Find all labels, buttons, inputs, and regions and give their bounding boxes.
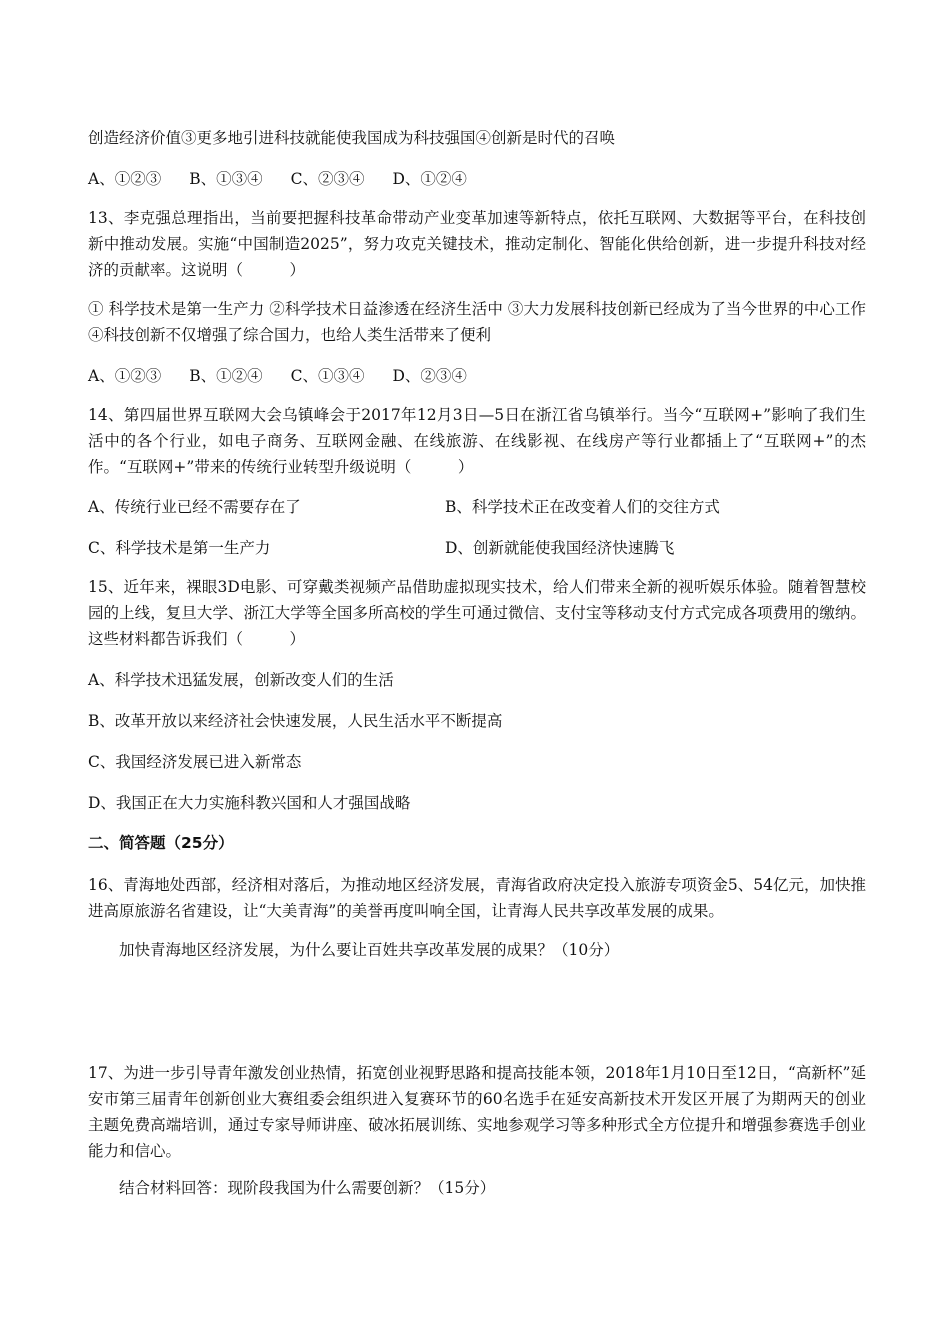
q12-option-b[interactable]: B、①③④ — [189, 170, 263, 188]
section-heading-short-answer: 二、简答题（25分） — [88, 834, 234, 852]
q13-option-c[interactable]: C、①③④ — [290, 367, 365, 385]
q14-option-b[interactable]: B、科学技术正在改变着人们的交往方式 — [445, 498, 720, 516]
q15-stem: 15、近年来，裸眼3D电影、可穿戴类视频产品借助虚拟现实技术，给人们带来全新的视听娱乐体验。随着智慧校园的上线，复旦大学、浙江大学等全国多所高校的学生可通过微信、支付宝等移动支付方式完成各项费用的缴纳。这些材料都告诉我们（ ） — [88, 578, 866, 648]
q16-question: 加快青海地区经济发展，为什么要让百姓共享改革发展的成果？（10分） — [119, 941, 620, 959]
q14-option-d[interactable]: D、创新就能使我国经济快速腾飞 — [445, 539, 675, 557]
q13-statements: ① 科学技术是第一生产力 ②科学技术日益渗透在经济生活中 ③大力发展科技创新已经成为了当今世界的中心工作 ④科技创新不仅增强了综合国力，也给人类生活带来了便利 — [88, 300, 866, 344]
q13-option-d[interactable]: D、②③④ — [392, 367, 467, 385]
q17-question: 结合材料回答：现阶段我国为什么需要创新？（15分） — [119, 1179, 496, 1197]
q14-stem: 14、第四届世界互联网大会乌镇峰会于2017年12月3日—5日在浙江省乌镇举行。当今“互联网+”影响了我们生活中的各个行业，如电子商务、互联网金融、在线旅游、在线影视、在线房产等行业都插上了“互联网+”的杰作。“互联网+”带来的传统行业转型升级说明（ ） — [88, 406, 866, 476]
q14-option-a[interactable]: A、传统行业已经不需要存在了 — [88, 498, 301, 516]
q14-option-c[interactable]: C、科学技术是第一生产力 — [88, 539, 271, 557]
q12-option-a[interactable]: A、①②③ — [88, 170, 162, 188]
q16-stem: 16、青海地处西部，经济相对落后，为推动地区经济发展，青海省政府决定投入旅游专项资金5、54亿元，加快推进高原旅游名省建设，让“大美青海”的美誉再度叫响全国，让青海人民共享改革发展的成果。 — [88, 876, 866, 920]
q17-stem: 17、为进一步引导青年激发创业热情，拓宽创业视野思路和提高技能本领，2018年1月10日至12日，“高新杯”延安市第三届青年创新创业大赛组委会组织进入复赛环节的60名选手在延安高新技术开发区开展了为期两天的创业主题免费高端培训，通过专家导师讲座、破冰拓展训练、实地参观学习等多种形式全方位提升和增强参赛选手创业能力和信心。 — [88, 1064, 866, 1160]
q12-stem-tail: 创造经济价值③更多地引进科技就能使我国成为科技强国④创新是时代的召唤 — [88, 129, 616, 147]
q12-option-c[interactable]: C、②③④ — [290, 170, 365, 188]
q15-option-b[interactable]: B、改革开放以来经济社会快速发展，人民生活水平不断提高 — [88, 712, 503, 730]
q12-option-d[interactable]: D、①②④ — [392, 170, 467, 188]
q13-option-a[interactable]: A、①②③ — [88, 367, 162, 385]
q12-options — [88, 167, 495, 189]
q13-stem: 13、李克强总理指出，当前要把握科技革命带动产业变革加速等新特点，依托互联网、大数据等平台，在科技创新中推动发展。实施“中国制造2025”，努力攻克关键技术，推动定制化、智能化供给创新，进一步提升科技对经济的贡献率。这说明（ ） — [88, 209, 866, 279]
q13-options — [88, 364, 495, 386]
q15-option-d[interactable]: D、我国正在大力实施科教兴国和人才强国战略 — [88, 794, 411, 812]
q15-option-c[interactable]: C、我国经济发展已进入新常态 — [88, 753, 302, 771]
q15-option-a[interactable]: A、科学技术迅猛发展，创新改变人们的生活 — [88, 671, 394, 689]
q13-option-b[interactable]: B、①②④ — [189, 367, 263, 385]
